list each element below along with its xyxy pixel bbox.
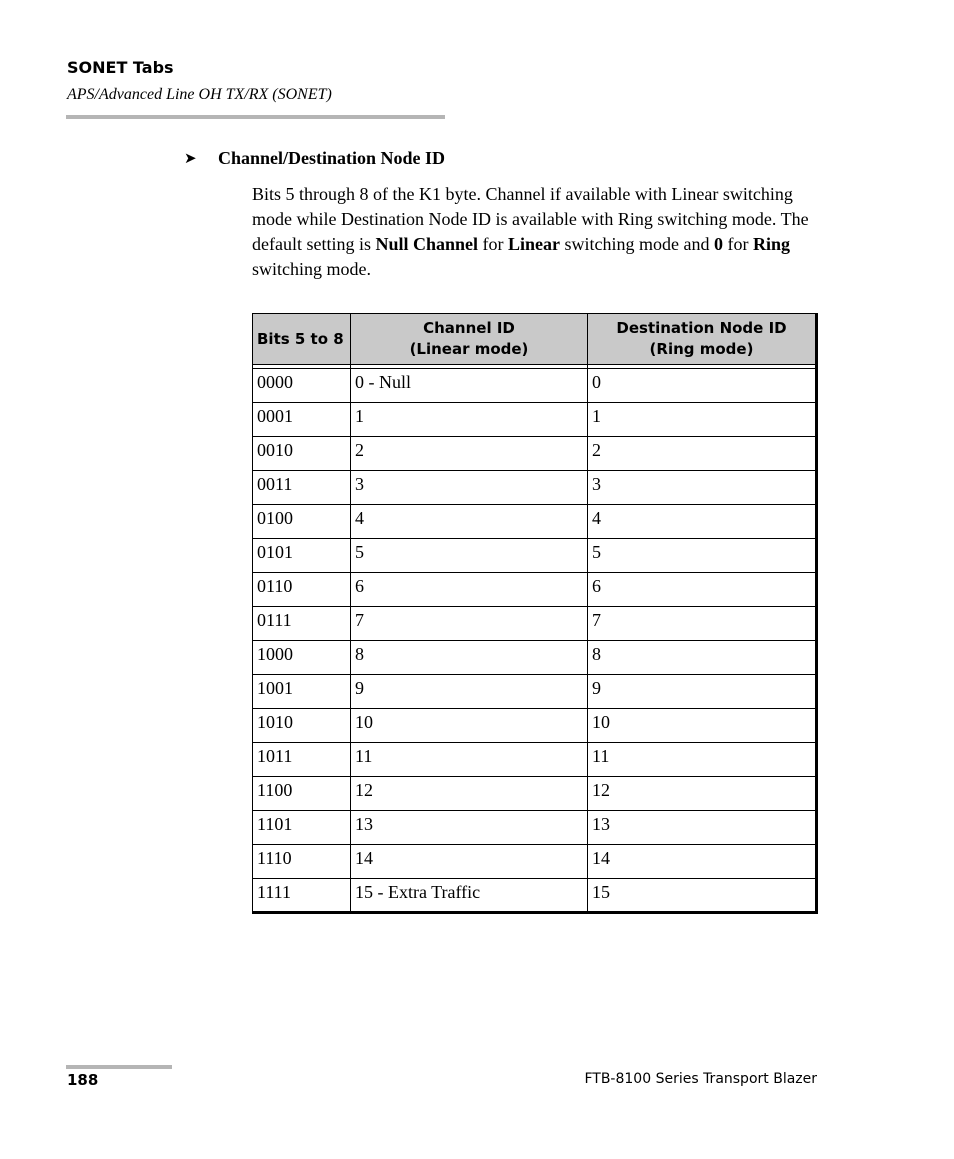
footer-rule xyxy=(66,1065,172,1069)
channel-id-cell: 8 xyxy=(351,641,588,675)
paragraph-text: for xyxy=(478,234,509,254)
table-row xyxy=(253,743,817,777)
table-row xyxy=(253,471,817,505)
section-subtitle: APS/Advanced Line OH TX/RX (SONET) xyxy=(67,86,332,103)
header-rule xyxy=(66,115,445,119)
paragraph-bold-text: Null Channel xyxy=(375,234,479,254)
destination-node-id-cell: 3 xyxy=(588,471,817,505)
channel-id-cell: 1 xyxy=(351,403,588,437)
table-row xyxy=(253,403,817,437)
channel-id-cell: 9 xyxy=(351,675,588,709)
running-header xyxy=(67,57,332,105)
header-channel-id xyxy=(351,314,588,365)
channel-id-cell: 0 - Null xyxy=(351,369,588,403)
bullet-heading: Channel/Destination Node ID xyxy=(218,148,446,168)
bits-cell: 1011 xyxy=(253,743,351,777)
bits-cell: 0000 xyxy=(253,369,351,403)
destination-node-id-cell: 4 xyxy=(588,505,817,539)
paragraph-bold-text: 0 xyxy=(714,234,724,254)
bits-cell: 1110 xyxy=(253,845,351,879)
table-header-row xyxy=(253,314,817,365)
table-row xyxy=(253,641,817,675)
channel-id-cell: 2 xyxy=(351,437,588,471)
paragraph-text: switching mode. xyxy=(252,259,371,279)
bits-cell: 0010 xyxy=(253,437,351,471)
table-row xyxy=(253,539,817,573)
bits-cell: 0101 xyxy=(253,539,351,573)
destination-node-id-cell: 12 xyxy=(588,777,817,811)
header-bits-label: Bits 5 to 8 xyxy=(257,329,344,348)
table-row xyxy=(253,573,817,607)
table-row xyxy=(253,845,817,879)
paragraph-text: Bits 5 through 8 of the K1 byte. Channel if available with Linear switching mode while Destination Node ID is available with Ring switching mode. The default setting is xyxy=(252,184,809,254)
destination-node-id-cell: 13 xyxy=(588,811,817,845)
table-row xyxy=(253,811,817,845)
bits-cell: 1010 xyxy=(253,709,351,743)
destination-node-id-cell: 7 xyxy=(588,607,817,641)
bits-cell: 0001 xyxy=(253,403,351,437)
header-destination-node-id xyxy=(588,314,817,365)
description-paragraph xyxy=(252,182,832,282)
destination-node-id-cell: 6 xyxy=(588,573,817,607)
page-number: 188 xyxy=(67,1071,99,1089)
table-row xyxy=(253,369,817,403)
channel-id-cell: 3 xyxy=(351,471,588,505)
header-destination-line2: (Ring mode) xyxy=(649,340,754,358)
destination-node-id-cell: 9 xyxy=(588,675,817,709)
channel-id-cell: 4 xyxy=(351,505,588,539)
destination-node-id-cell: 2 xyxy=(588,437,817,471)
product-name: FTB-8100 Series Transport Blazer xyxy=(584,1071,817,1087)
header-destination-line1: Destination Node ID xyxy=(616,319,787,337)
bits-cell: 0110 xyxy=(253,573,351,607)
bullet-item xyxy=(184,145,445,171)
bits-table xyxy=(252,313,818,914)
channel-id-cell: 12 xyxy=(351,777,588,811)
bits-cell: 1101 xyxy=(253,811,351,845)
table-row xyxy=(253,879,817,913)
destination-node-id-cell: 5 xyxy=(588,539,817,573)
bits-cell: 1000 xyxy=(253,641,351,675)
table-row xyxy=(253,437,817,471)
channel-id-cell: 6 xyxy=(351,573,588,607)
channel-id-cell: 11 xyxy=(351,743,588,777)
destination-node-id-cell: 8 xyxy=(588,641,817,675)
destination-node-id-cell: 11 xyxy=(588,743,817,777)
destination-node-id-cell: 10 xyxy=(588,709,817,743)
destination-node-id-cell: 1 xyxy=(588,403,817,437)
bits-cell: 0100 xyxy=(253,505,351,539)
bits-cell: 1100 xyxy=(253,777,351,811)
bits-cell: 1111 xyxy=(253,879,351,913)
table-row xyxy=(253,675,817,709)
table-row xyxy=(253,777,817,811)
table-row xyxy=(253,709,817,743)
table-row xyxy=(253,607,817,641)
paragraph-bold-text: Ring xyxy=(753,234,791,254)
channel-id-cell: 15 - Extra Traffic xyxy=(351,879,588,913)
destination-node-id-cell: 0 xyxy=(588,369,817,403)
header-bits xyxy=(253,314,351,365)
paragraph-bold-text: Linear xyxy=(508,234,561,254)
header-channel-id-line1: Channel ID xyxy=(423,319,515,337)
bits-cell: 1001 xyxy=(253,675,351,709)
section-title: SONET Tabs xyxy=(67,58,174,77)
bits-table-container xyxy=(252,313,818,914)
bits-cell: 0011 xyxy=(253,471,351,505)
table-row xyxy=(253,505,817,539)
destination-node-id-cell: 14 xyxy=(588,845,817,879)
paragraph-text: for xyxy=(723,234,754,254)
destination-node-id-cell: 15 xyxy=(588,879,817,913)
arrow-bullet-icon: ➤ xyxy=(184,149,197,167)
channel-id-cell: 13 xyxy=(351,811,588,845)
table-body xyxy=(253,365,817,913)
channel-id-cell: 7 xyxy=(351,607,588,641)
bits-cell: 0111 xyxy=(253,607,351,641)
header-channel-id-line2: (Linear mode) xyxy=(409,340,529,358)
paragraph-text: switching mode and xyxy=(560,234,715,254)
channel-id-cell: 10 xyxy=(351,709,588,743)
channel-id-cell: 5 xyxy=(351,539,588,573)
channel-id-cell: 14 xyxy=(351,845,588,879)
